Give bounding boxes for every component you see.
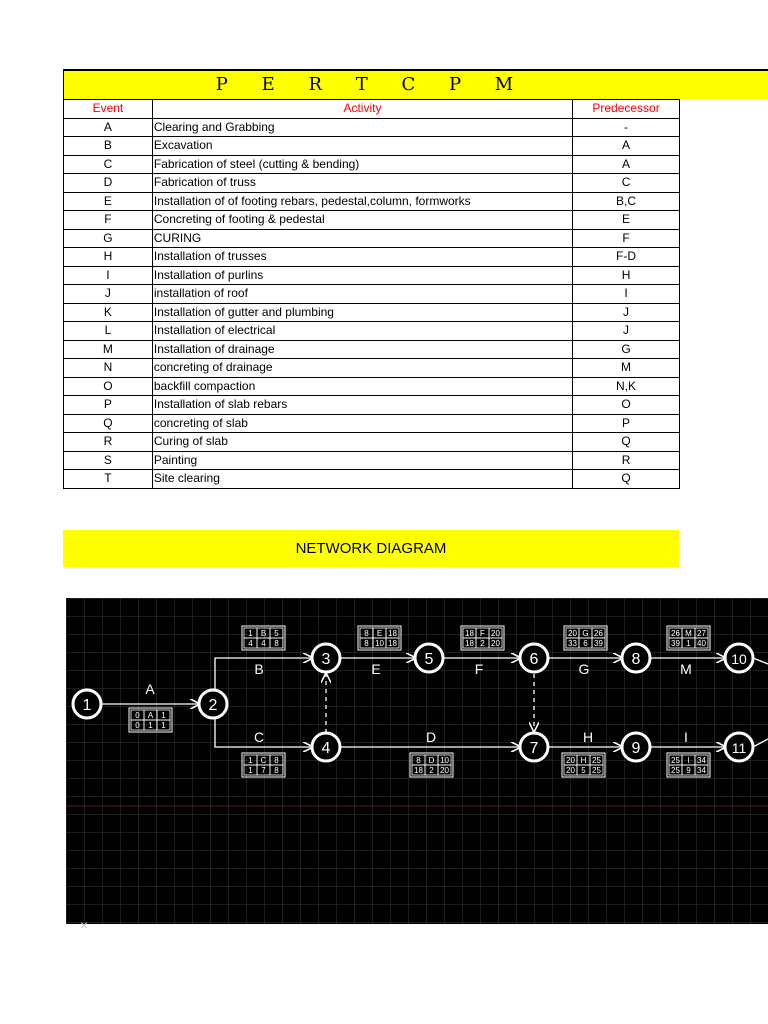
svg-text:2: 2	[208, 697, 218, 714]
cell-activity: Installation of of footing rebars, pedestal,column, formworks	[152, 192, 572, 211]
svg-text:18: 18	[465, 629, 474, 638]
svg-text:5: 5	[274, 629, 279, 638]
cell-event: P	[64, 396, 153, 415]
table-row	[64, 359, 680, 378]
time-box-c	[242, 753, 285, 777]
svg-text:8: 8	[274, 639, 279, 648]
activity-label-a: A	[145, 681, 155, 697]
cell-activity: Concreting of footing & pedestal	[152, 211, 572, 230]
node-9	[622, 733, 650, 761]
cell-predecessor: J	[573, 303, 680, 322]
time-box-h	[562, 753, 605, 777]
cell-event: B	[64, 137, 153, 156]
svg-text:9: 9	[631, 740, 641, 757]
cell-predecessor: M	[573, 359, 680, 378]
svg-text:20: 20	[568, 629, 577, 638]
svg-text:20: 20	[491, 629, 500, 638]
svg-text:1: 1	[161, 711, 166, 720]
table-row	[64, 470, 680, 489]
svg-text:8: 8	[631, 651, 641, 668]
svg-text:34: 34	[697, 756, 706, 765]
cell-event: A	[64, 118, 153, 137]
activity-table	[63, 99, 680, 489]
cell-predecessor: R	[573, 451, 680, 470]
svg-text:20: 20	[440, 766, 449, 775]
header-activity: Activity	[152, 100, 572, 119]
cell-activity: Installation of slab rebars	[152, 396, 572, 415]
activity-label-h: H	[582, 729, 594, 745]
table-row	[64, 229, 680, 248]
cell-predecessor: G	[573, 340, 680, 359]
svg-text:B: B	[260, 629, 267, 638]
table-row	[64, 211, 680, 230]
cell-activity: backfill compaction	[152, 377, 572, 396]
time-box-d	[410, 753, 453, 777]
activity-label-c: C	[253, 729, 265, 745]
svg-text:3: 3	[321, 651, 331, 668]
cell-event: C	[64, 155, 153, 174]
cell-event: S	[64, 451, 153, 470]
table-row	[64, 414, 680, 433]
cell-predecessor: F	[573, 229, 680, 248]
node-2	[199, 690, 227, 718]
page-title: P E R T C P M	[215, 74, 528, 95]
cell-predecessor: H	[573, 266, 680, 285]
cell-activity: CURING	[152, 229, 572, 248]
activity-label-e: E	[371, 661, 381, 677]
cell-event: D	[64, 174, 153, 193]
cell-event: R	[64, 433, 153, 452]
activity-label-i: I	[684, 729, 688, 745]
svg-text:20: 20	[491, 639, 500, 648]
svg-text:1: 1	[161, 721, 166, 730]
table-header-row	[64, 100, 680, 119]
svg-text:20: 20	[566, 766, 575, 775]
svg-text:10: 10	[731, 651, 747, 667]
svg-text:33: 33	[568, 639, 577, 648]
node-8	[622, 644, 650, 672]
header-event: Event	[64, 100, 153, 119]
table-row	[64, 174, 680, 193]
svg-text:10: 10	[440, 756, 449, 765]
svg-text:1: 1	[686, 639, 691, 648]
node-7	[520, 733, 548, 761]
node-11	[725, 733, 753, 761]
table-row	[64, 340, 680, 359]
cell-event: L	[64, 322, 153, 341]
cell-activity: concreting of drainage	[152, 359, 572, 378]
cell-predecessor: I	[573, 285, 680, 304]
cell-activity: Installation of electrical	[152, 322, 572, 341]
svg-text:11: 11	[731, 740, 747, 756]
table-row	[64, 322, 680, 341]
cell-activity: Site clearing	[152, 470, 572, 489]
svg-text:25: 25	[671, 766, 680, 775]
node-1	[73, 690, 101, 718]
svg-text:4: 4	[261, 639, 266, 648]
table-row	[64, 155, 680, 174]
svg-text:D: D	[428, 756, 435, 765]
svg-text:25: 25	[671, 756, 680, 765]
svg-text:F: F	[480, 629, 485, 638]
cell-predecessor: -	[573, 118, 680, 137]
cell-event: T	[64, 470, 153, 489]
cell-activity: Installation of drainage	[152, 340, 572, 359]
time-box-i	[667, 753, 710, 777]
svg-text:18: 18	[414, 766, 423, 775]
cell-event: I	[64, 266, 153, 285]
table-row	[64, 285, 680, 304]
node-4	[312, 733, 340, 761]
cell-predecessor: P	[573, 414, 680, 433]
table-row	[64, 192, 680, 211]
activity-label-f: F	[474, 661, 484, 677]
time-box-e	[358, 626, 401, 650]
cell-event: Q	[64, 414, 153, 433]
svg-text:34: 34	[697, 766, 706, 775]
cell-event: H	[64, 248, 153, 267]
title-bar	[63, 69, 768, 99]
node-10	[725, 644, 753, 672]
cell-activity: Curing of slab	[152, 433, 572, 452]
cell-event: G	[64, 229, 153, 248]
node-3	[312, 644, 340, 672]
cell-event: N	[64, 359, 153, 378]
svg-text:4: 4	[248, 639, 253, 648]
svg-text:2: 2	[480, 639, 485, 648]
cell-predecessor: E	[573, 211, 680, 230]
cell-predecessor: A	[573, 137, 680, 156]
svg-text:39: 39	[671, 639, 680, 648]
svg-text:0: 0	[135, 711, 140, 720]
svg-text:6: 6	[529, 651, 539, 668]
svg-text:2: 2	[429, 766, 434, 775]
svg-text:6: 6	[583, 639, 588, 648]
svg-text:26: 26	[671, 629, 680, 638]
cell-predecessor: Q	[573, 433, 680, 452]
svg-text:4: 4	[321, 740, 331, 757]
svg-text:25: 25	[592, 756, 601, 765]
svg-text:39: 39	[594, 639, 603, 648]
header-predecessor: Predecessor	[573, 100, 680, 119]
table-row	[64, 451, 680, 470]
table-row	[64, 266, 680, 285]
cell-activity: Fabrication of truss	[152, 174, 572, 193]
svg-text:40: 40	[697, 639, 706, 648]
svg-text:25: 25	[592, 766, 601, 775]
svg-text:I: I	[687, 756, 690, 765]
svg-text:8: 8	[364, 629, 369, 638]
table-row	[64, 137, 680, 156]
cell-predecessor: Q	[573, 470, 680, 489]
time-box-b	[242, 626, 285, 650]
svg-text:18: 18	[388, 629, 397, 638]
table-row	[64, 377, 680, 396]
svg-text:27: 27	[697, 629, 706, 638]
svg-text:8: 8	[416, 756, 421, 765]
svg-text:18: 18	[465, 639, 474, 648]
svg-text:H: H	[580, 756, 587, 765]
node-6	[520, 644, 548, 672]
time-box-f	[461, 626, 504, 650]
activity-label-b: B	[254, 661, 264, 677]
cell-event: E	[64, 192, 153, 211]
svg-text:20: 20	[566, 756, 575, 765]
svg-text:A: A	[147, 711, 154, 720]
svg-text:M: M	[685, 629, 692, 638]
svg-text:1: 1	[248, 766, 253, 775]
svg-text:10: 10	[375, 639, 384, 648]
svg-text:8: 8	[364, 639, 369, 648]
cell-activity: Painting	[152, 451, 572, 470]
cell-event: K	[64, 303, 153, 322]
time-box-g	[564, 626, 607, 650]
activity-label-m: M	[680, 661, 692, 677]
svg-text:1: 1	[82, 697, 92, 714]
svg-text:8: 8	[274, 766, 279, 775]
svg-text:26: 26	[594, 629, 603, 638]
svg-text:E: E	[376, 629, 383, 638]
svg-text:1: 1	[148, 721, 153, 730]
svg-text:18: 18	[388, 639, 397, 648]
table-row	[64, 433, 680, 452]
cell-activity: concreting of slab	[152, 414, 572, 433]
cell-activity: Installation of purlins	[152, 266, 572, 285]
time-box-a	[129, 708, 172, 732]
svg-text:7: 7	[529, 740, 539, 757]
table-row	[64, 396, 680, 415]
cell-event: O	[64, 377, 153, 396]
activity-label-d: D	[425, 729, 437, 745]
cell-predecessor: J	[573, 322, 680, 341]
svg-text:C: C	[260, 756, 267, 765]
time-box-m	[667, 626, 710, 650]
cell-event: M	[64, 340, 153, 359]
svg-text:9: 9	[686, 766, 691, 775]
table-row	[64, 248, 680, 267]
network-diagram	[66, 598, 768, 933]
cell-predecessor: B,C	[573, 192, 680, 211]
svg-text:5: 5	[581, 766, 586, 775]
cell-event: J	[64, 285, 153, 304]
cell-activity: Excavation	[152, 137, 572, 156]
cell-activity: Clearing and Grabbing	[152, 118, 572, 137]
cell-predecessor: N,K	[573, 377, 680, 396]
cell-predecessor: A	[573, 155, 680, 174]
table-row	[64, 303, 680, 322]
node-5	[415, 644, 443, 672]
svg-text:7: 7	[261, 766, 266, 775]
svg-text:G: G	[582, 629, 589, 638]
svg-text:1: 1	[248, 629, 253, 638]
cell-activity: Installation of trusses	[152, 248, 572, 267]
svg-text:0: 0	[135, 721, 140, 730]
svg-text:1: 1	[248, 756, 253, 765]
cell-event: F	[64, 211, 153, 230]
axis-x-icon: ×	[80, 917, 89, 933]
activity-label-g: G	[578, 661, 590, 677]
cell-predecessor: C	[573, 174, 680, 193]
cell-activity: Fabrication of steel (cutting & bending)	[152, 155, 572, 174]
svg-text:5: 5	[424, 651, 434, 668]
svg-text:8: 8	[274, 756, 279, 765]
cell-activity: installation of roof	[152, 285, 572, 304]
cell-activity: Installation of gutter and plumbing	[152, 303, 572, 322]
cell-predecessor: O	[573, 396, 680, 415]
cell-predecessor: F-D	[573, 248, 680, 267]
table-row	[64, 118, 680, 137]
network-diagram-title: NETWORK DIAGRAM	[63, 530, 679, 567]
